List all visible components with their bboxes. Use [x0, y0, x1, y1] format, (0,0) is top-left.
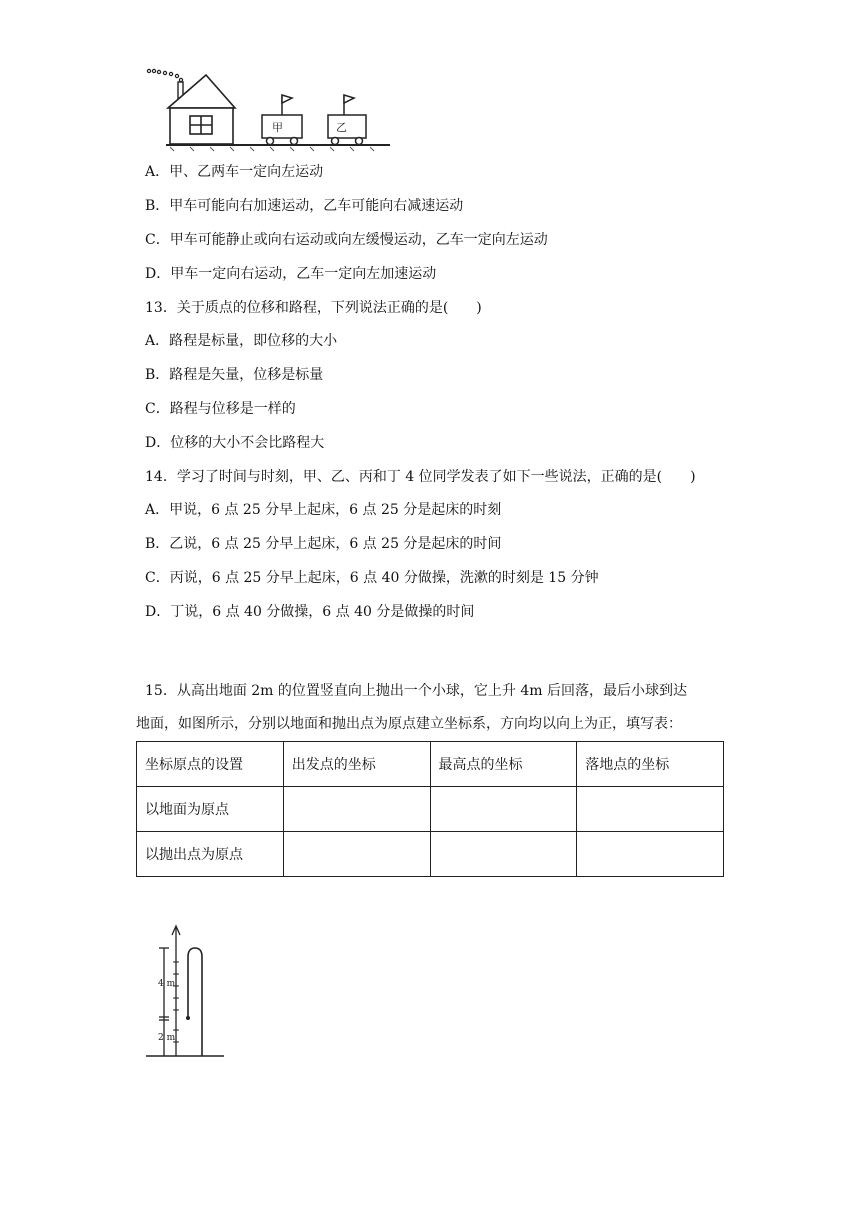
q14-option-c: C．丙说，6 点 25 分早上起床，6 点 40 分做操，洗漱的时刻是 15 分钟	[145, 570, 599, 586]
table-header-cell: 出发点的坐标	[283, 742, 430, 787]
table-row-label: 以抛出点为原点	[137, 832, 284, 877]
trajectory-figure	[140, 922, 240, 1062]
label-2m: 2 m	[158, 1033, 176, 1043]
q15-stem-line1: 15．从高出地面 2m 的位置竖直向上抛出一个小球，它上升 4m 后回落，最后小球到达	[145, 683, 687, 699]
q13-option-d: D．位移的大小不会比路程大	[145, 435, 325, 451]
car-yi-label: 乙	[336, 121, 347, 134]
table-row	[137, 787, 724, 832]
table-header-cell: 落地点的坐标	[577, 742, 724, 787]
q15-stem-line2: 地面，如图所示，分别以地面和抛出点为原点建立坐标系，方向均以向上为正，填写表：	[136, 716, 682, 732]
q15-coordinate-table	[136, 741, 724, 877]
car-jia-icon	[262, 95, 302, 145]
table-cell-highest	[430, 832, 577, 877]
ball-icon	[186, 1016, 190, 1020]
table-header-cell: 最高点的坐标	[430, 742, 577, 787]
car-jia-label: 甲	[272, 121, 283, 134]
table-row	[137, 832, 724, 877]
q12-option-d: D．甲车一定向右运动，乙车一定向左加速运动	[145, 266, 437, 282]
smoke-icon	[147, 69, 182, 81]
table-cell-start	[283, 832, 430, 877]
table-row-label: 以地面为原点	[137, 787, 284, 832]
table-cell-highest	[430, 787, 577, 832]
q14-option-d: D．丁说，6 点 40 分做操，6 点 40 分是做操的时间	[145, 604, 475, 620]
q13-option-c: C．路程与位移是一样的	[145, 401, 296, 417]
q14-option-a: A．甲说，6 点 25 分早上起床，6 点 25 分是起床的时刻	[145, 502, 502, 518]
q13-stem: 13．关于质点的位移和路程，下列说法正确的是( )	[145, 300, 482, 316]
house-cars-figure	[140, 62, 400, 154]
table-cell-landing	[577, 832, 724, 877]
q12-option-b: B．甲车可能向右加速运动，乙车可能向右减速运动	[145, 198, 464, 214]
label-4m: 4 m	[158, 979, 176, 989]
q12-option-c: C．甲车可能静止或向右运动或向左缓慢运动，乙车一定向左运动	[145, 232, 548, 248]
car-yi-icon	[328, 95, 366, 145]
table-cell-start	[283, 787, 430, 832]
q14-stem: 14．学习了时间与时刻，甲、乙、丙和丁 4 位同学发表了如下一些说法，正确的是( )	[145, 469, 696, 485]
table-cell-landing	[577, 787, 724, 832]
q13-option-a: A．路程是标量，即位移的大小	[145, 333, 338, 349]
table-header-row	[137, 742, 724, 787]
table-header-cell: 坐标原点的设置	[137, 742, 284, 787]
q12-option-a: A．甲、乙两车一定向左运动	[145, 164, 324, 180]
q14-option-b: B．乙说，6 点 25 分早上起床，6 点 25 分是起床的时间	[145, 536, 502, 552]
q13-option-b: B．路程是矢量，位移是标量	[145, 367, 324, 383]
